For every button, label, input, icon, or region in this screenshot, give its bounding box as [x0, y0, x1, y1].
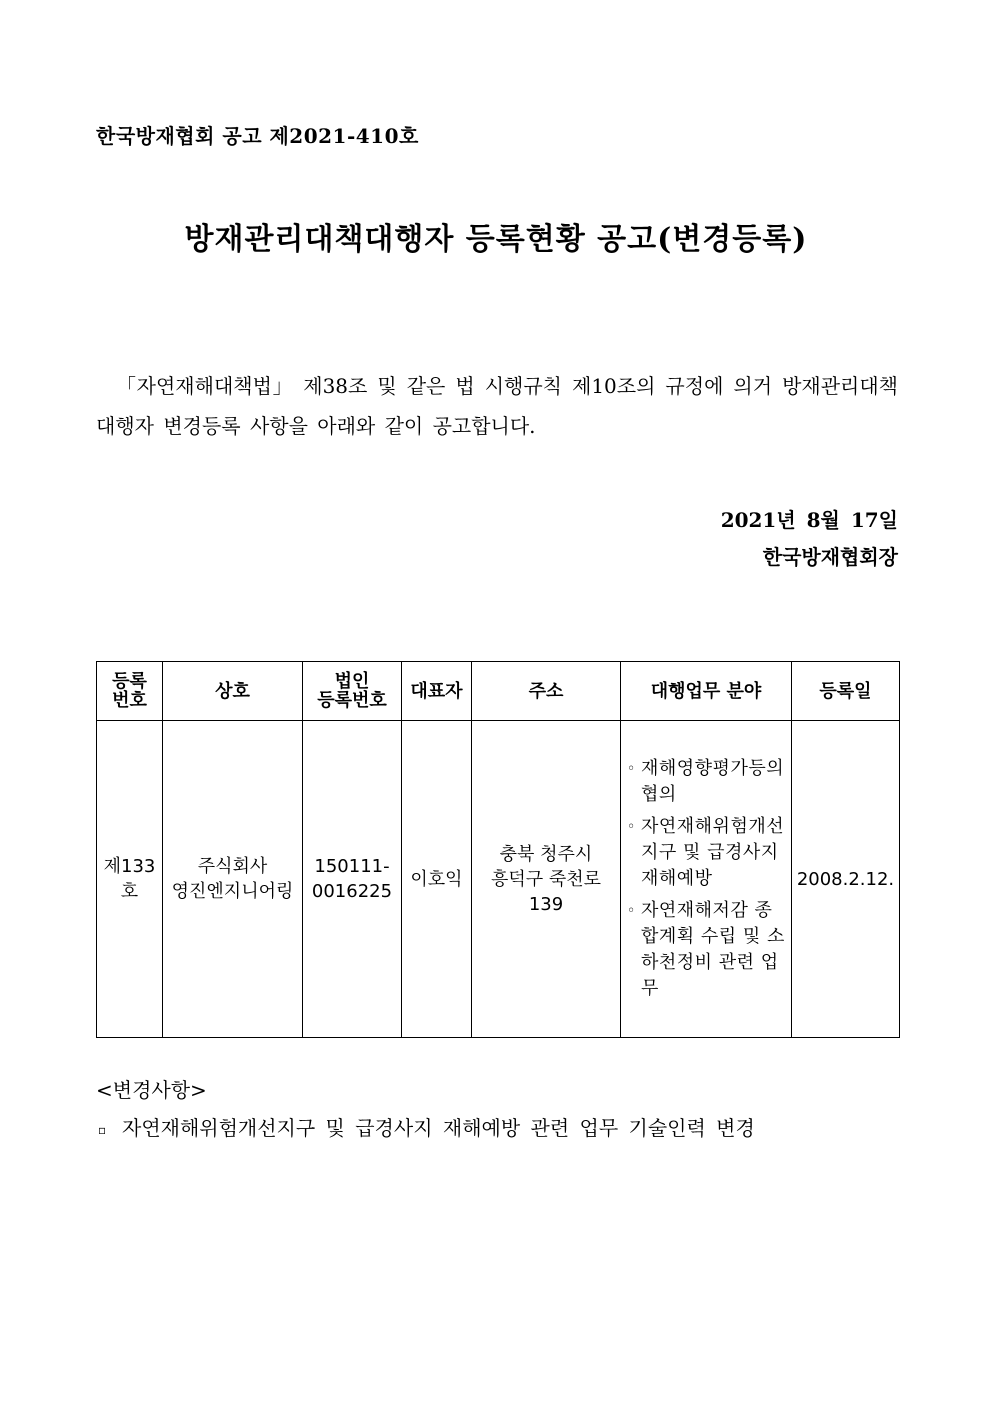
circle-bullet-icon: ◦: [627, 903, 636, 919]
corp-reg-no-line2: 0016225: [311, 881, 393, 902]
header-address: 주소: [472, 662, 621, 721]
header-reg-no-line2: 번호: [112, 690, 147, 711]
cell-representative: 이호익: [402, 721, 472, 1038]
page-title: 방재관리대책대행자 등록현황 공고(변경등록): [184, 222, 808, 257]
address-line1: 충북 청주시: [499, 843, 593, 865]
corp-reg-no-line1: 150111-: [314, 856, 390, 877]
address-line2: 흥덕구 죽천로: [490, 868, 602, 890]
table-row: [97, 721, 900, 1038]
business-field-text: 재해영향평가등의 협의: [641, 758, 785, 805]
cell-company: [163, 721, 303, 1038]
header-reg-no: [97, 662, 163, 721]
cell-corp-reg-no: [303, 721, 402, 1038]
cell-address: [472, 721, 621, 1038]
header-reg-no-line1: 등록: [112, 671, 147, 692]
business-field-list: [621, 756, 791, 1002]
signer-name: 한국방재협회장: [762, 545, 898, 569]
circle-bullet-icon: ◦: [627, 819, 636, 835]
header-company: 상호: [163, 662, 303, 721]
cell-reg-no: 제133호: [97, 721, 163, 1038]
list-item: [627, 898, 789, 1002]
company-line2: 영진엔지니어링: [171, 881, 294, 902]
square-bullet-icon: ▫: [98, 1122, 107, 1137]
business-field-text: 자연재해위험개선지구 및 급경사지 재해예방: [641, 816, 785, 889]
header-reg-date: 등록일: [792, 662, 900, 721]
registration-table: [96, 661, 900, 1038]
header-corp-reg-no: [303, 662, 402, 721]
change-item: [98, 1112, 755, 1141]
header-business-field: 대행업무 분야: [621, 662, 792, 721]
cell-reg-date: 2008.2.12.: [792, 721, 900, 1038]
list-item: [627, 756, 789, 808]
address-line3: 139: [528, 893, 564, 915]
list-item: [627, 814, 789, 892]
table-header-row: [97, 662, 900, 721]
change-item-text: 자연재해위험개선지구 및 급경사지 재해예방 관련 업무 기술인력 변경: [122, 1116, 755, 1140]
changes-heading: <변경사항>: [96, 1078, 207, 1102]
header-representative: 대표자: [402, 662, 472, 721]
business-field-text: 자연재해저감 종합계획 수립 및 소하천정비 관련 업무: [641, 900, 785, 999]
company-line1: 주식회사: [197, 856, 268, 877]
header-corp-reg-no-line1: 법인: [334, 671, 370, 692]
circle-bullet-icon: ◦: [627, 761, 636, 777]
notice-date: 2021년 8월 17일: [720, 508, 898, 532]
cell-business-field: [621, 721, 792, 1038]
header-corp-reg-no-line2: 등록번호: [317, 690, 387, 711]
notice-number: 한국방재협회 공고 제2021-410호: [96, 124, 419, 148]
body-paragraph: 「자연재해대책법」 제38조 및 같은 법 시행규칙 제10조의 규정에 의거 방재관리대책대행자 변경등록 사항을 아래와 같이 공고합니다.: [96, 374, 898, 438]
